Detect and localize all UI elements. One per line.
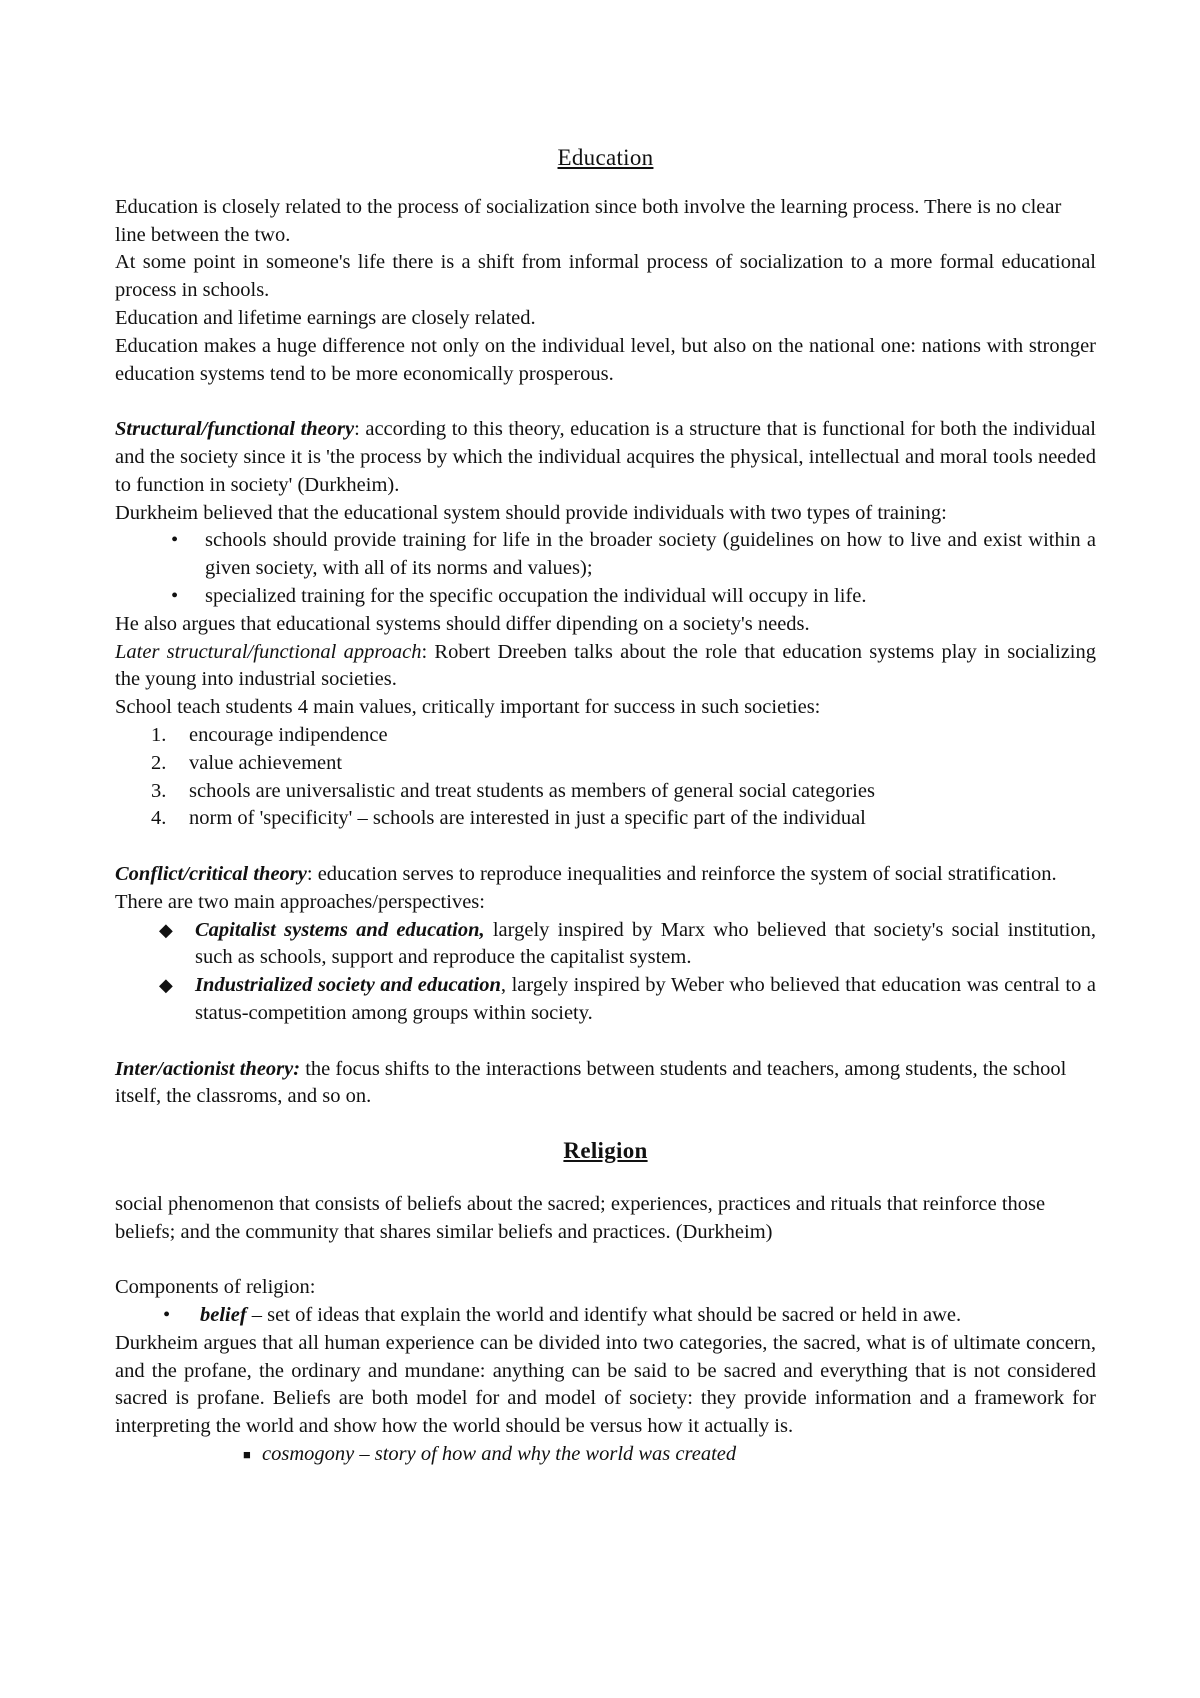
list-item-text: norm of 'specificity' – schools are interested in just a specific part of the individual [189,807,866,830]
list-item [115,583,1096,611]
components-intro: Components of religion: [115,1276,316,1299]
list-item-text: encourage indipendence [189,723,388,746]
list-item [115,972,1096,1028]
argues-paragraph: He also argues that educational systems should differ dipending on a society's needs. [115,612,810,635]
structural-theory-paragraph [115,416,1096,499]
list-item [115,722,1096,750]
list-item [115,1441,1096,1469]
interactionist-term: Inter/actionist theory: [115,1057,301,1080]
intro-paragraph-4: Education makes a huge difference not only on the individual level, but also on the national one: nations with stronger education systems tend to be more economically prosperous. [115,334,1096,385]
square-bullet-icon: ■ [243,1447,251,1463]
spacer [115,833,1096,861]
list-item-text: value achievement [189,751,343,774]
religion-definition: social phenomenon that consists of beliefs about the sacred; experiences, practices and rituals that reinforce those beliefs; and the community that shares similar beliefs and practices. (Durkheim) [115,1192,1046,1243]
approach-term: Capitalist systems and education, [195,918,485,941]
later-approach-paragraph [115,639,1096,695]
conflict-theory-term: Conflict/critical theory [115,862,307,885]
approach-text: largely inspired by Marx who believed that society's social institution, such as schools, support and reproduce the capitalist system. [195,918,1096,969]
list-item [115,805,1096,833]
belief-term: belief [200,1304,247,1327]
approaches-list [115,917,1096,1028]
spacer [115,1028,1096,1056]
conflict-theory-paragraph [115,861,1096,889]
bullet-icon: • [163,1304,171,1327]
components-list [115,1302,1096,1330]
intro-paragraph-2: At some point in someone's life there is a shift from informal process of socialization to a more formal educational process in schools. [115,251,1096,302]
list-number: 2. [151,751,167,774]
later-approach-term: Later structural/functional approach [115,640,422,663]
diamond-bullet-icon: ◆ [159,975,173,996]
belief-sub-list [115,1441,1096,1469]
belief-paragraph: Durkheim argues that all human experience can be divided into two categories, the sacred, what is of ultimate concern, and the profane, the ordinary and mundane: anything can be said to be sacred and everything that is not considered sacred is profane. Beliefs are both model for and model of society: they provide information and a framework for interpreting the world and show how the world should be versus how it actually is. [115,1331,1096,1438]
list-item-text: cosmogony – story of how and why the world was created [262,1443,737,1466]
structural-theory-text: : according to this theory, education is a structure that is functional for both the individual and the society since it is 'the process by which the individual acquires the physical, intellectual and moral tools needed to function in society' (Durkheim). [115,418,1096,496]
durkheim-paragraph: Durkheim believed that the educational system should provide individuals with two types of training: [115,501,947,524]
approaches-intro: There are two main approaches/perspectives: [115,890,485,913]
diamond-bullet-icon: ◆ [159,919,173,940]
spacer [115,1246,1096,1274]
education-title: Education [557,145,654,170]
values-intro: School teach students 4 main values, critically important for success in such societies: [115,696,821,719]
list-number: 1. [151,723,167,746]
list-number: 4. [151,807,167,830]
interactionist-text: the focus shifts to the interactions between students and teachers, among students, the school itself, the classroms, and so on. [115,1057,1067,1108]
interactionist-paragraph [115,1056,1096,1112]
bullet-icon: • [171,529,179,552]
values-list [115,722,1096,833]
list-number: 3. [151,779,167,802]
approach-text: , largely inspired by Weber who believed that education was central to a status-competition among groups within society. [195,974,1096,1024]
list-item [115,1302,1096,1330]
spacer [115,388,1096,416]
bullet-icon: • [171,584,179,607]
conflict-theory-text: : education serves to reproduce inequalities and reinforce the system of social stratification. [306,862,1057,885]
intro-paragraph-3: Education and lifetime earnings are closely related. [115,306,536,329]
list-item-text: schools should provide training for life in the broader society (guidelines on how to live and exist within a given society, with all of its norms and values); [205,529,1096,580]
list-item-text: schools are universalistic and treat students as members of general social categories [189,779,875,802]
list-item [115,917,1096,973]
religion-title: Religion [563,1138,648,1164]
list-item [115,527,1096,583]
approach-term: Industrialized society and education [195,974,501,997]
list-item-text: specialized training for the specific occupation the individual will occupy in life. [205,584,867,607]
later-approach-text: : Robert Dreeben talks about the role that education systems play in socializing the young into industrial societies. [115,640,1096,691]
intro-paragraph-1: Education is closely related to the process of socialization since both involve the learning process. There is no clear line between the two. [115,195,1062,246]
training-list [115,527,1096,610]
belief-text: – set of ideas that explain the world and identify what should be sacred or held in awe. [246,1304,962,1327]
structural-theory-term: Structural/functional theory [115,418,355,441]
list-item [115,750,1096,778]
list-item [115,778,1096,806]
